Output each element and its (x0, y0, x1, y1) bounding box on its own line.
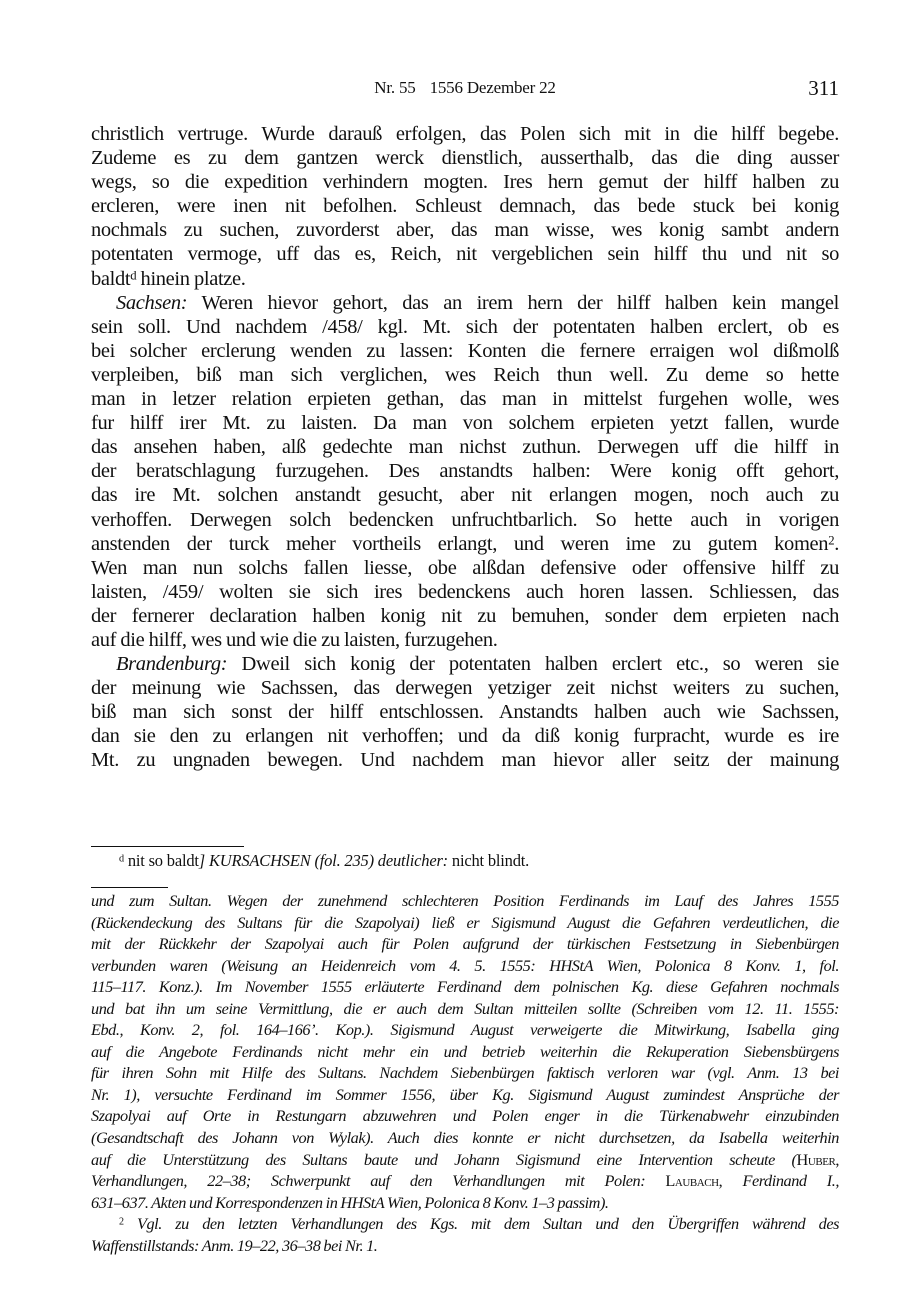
footnote-2-marker: 2 (119, 1216, 124, 1228)
textual-note-d (91, 850, 839, 871)
footnote-fragment: auf die Unterstützung des Sultans baute und Johann Sigismund eine Intervention scheute ( (91, 1149, 797, 1169)
text-line: der beratschlagung furzugehen. Des anstandts halben: Were konig offt gehort, (91, 460, 839, 483)
text-line: Zudeme es zu dem gantzen werck dienstlich, ausserthalb, das die ding ausser (91, 147, 839, 170)
text-fragment: Weren hievor gehort, das an irem hern der hilff halben kein mangel (201, 291, 839, 314)
text-line: das ansehen haben, alß gedechte man nichst zuthun. Derwegen uff die hilff in (91, 436, 839, 459)
footnote-line: 115–117. Konz.). Im November 1555 erläuterte Ferdinand dem polnischen Kg. diese Gefahren nochmals (91, 977, 839, 997)
footnote-line: verbunden waren (Weisung an Heidenreich vom 4. 5. 1555: HHStA Wien, Polonica 8 Konv. 1, fol. (91, 955, 839, 975)
text-line: wegs, so die expedition verhindern mogten. Ires hern gemut der hilff halben zu (91, 171, 839, 194)
text-fragment: hinein platze. (136, 267, 246, 290)
footnote-marker-2[interactable]: 2 (828, 532, 835, 547)
text-line: verpleiben, biß man sich verglichen, wes Reich thun well. Zu deme so hette (91, 363, 839, 386)
text-line: sein soll. Und nachdem /458/ kgl. Mt. sich der potentaten halben erclert, ob es (91, 315, 839, 338)
text-line: nochmals zu suchen, zuvorderst aber, das man wisse, wes konig sambt andern (91, 219, 839, 242)
footnote-line: (Gesandtschaft des Johann von Wylak). Auch dies konnte er nicht durchsetzen, da Isabella weiterhin (91, 1128, 839, 1148)
textual-note-lemma: nit so baldt (123, 851, 199, 870)
footnote-line: und zum Sultan. Wegen der zunehmend schlechteren Position Ferdinands im Lauf des Jahres 1555 (91, 891, 839, 910)
textual-note-marker: d (119, 853, 124, 865)
textual-notes-divider (91, 846, 244, 847)
text-line (91, 532, 839, 556)
text-line: fur hilff irer Mt. zu laisten. Da man von solchem erpieten yetzt fallen, wurde (91, 412, 839, 435)
footnotes-divider (91, 887, 168, 888)
text-line: der meinung wie Sachssen, das derwegen yetziger zeit nichst weiters zu suchen, (91, 677, 839, 700)
main-text (91, 122, 839, 773)
footnote-line (91, 1149, 839, 1171)
text-fragment: anstenden der turck meher vortheils erlangt, und weren ime zu gutem komen (91, 532, 829, 555)
text-line: Wen man nun solchs fallen liesse, obe alßdan defensive oder offensive hilff zu (91, 556, 839, 579)
footnote-fragment: Ferdinand I., (722, 1171, 839, 1191)
text-line (91, 291, 839, 315)
footnote-line: für ihren Sohn mit Hilfe des Sultans. Nachdem Siebenbürgen faktisch verloren war (vgl. Anm. 13 bei (91, 1063, 839, 1083)
footnote-line (91, 1213, 839, 1235)
text-line: laisten, /459/ wolten sie sich ires bedenckens auch horen lassen. Schliessen, das (91, 580, 839, 603)
footnote-fragment: Vgl. zu den letzten Verhandlungen des Kgs. mit dem Sultan und den Übergriffen während des (137, 1214, 839, 1234)
text-line: Mt. zu ungnaden bewegen. Und nachdem man hievor aller seitz der mainung (91, 749, 839, 772)
text-line: bei solcher erclerung wenden zu lassen: Konten die fernere erraigen wol dißmolß (91, 339, 839, 362)
text-line: das ire Mt. solchen anstandt gesucht, aber nit erlangen mogen, noch auch zu (91, 484, 839, 507)
text-line: christlich vertruge. Wurde darauß erfolgen, das Polen sich mit in die hilff begebe. (91, 123, 839, 145)
text-line: dan sie den zu erlangen nit verhoffen; und da diß konig furpracht, wurde es ire (91, 725, 839, 748)
text-line (91, 267, 839, 291)
text-line: man in letzer relation erpieten gethan, das man in mittelst furgehen wolle, wes (91, 388, 839, 411)
textual-note-bracket: ] (198, 851, 206, 870)
text-fragment: baldt (91, 267, 131, 290)
text-line (91, 652, 839, 676)
footnote-line: auf die Angebote Ferdinands nicht mehr ein und betrieb weiterhin die Rekuperation Siebensbürgens (91, 1041, 839, 1061)
text-line: ercleren, were inen nit befolhen. Schleust demnach, das bede stuck bei konig (91, 195, 839, 218)
text-line: potentaten vermoge, uff das es, Reich, nit vergeblichen sein hilff thu und nit so (91, 243, 839, 266)
footnote-line (91, 1170, 839, 1192)
running-header-title (91, 78, 839, 98)
footnote-line: (Rückendeckung des Sultans für die Szapolyai) ließ er Sigismund August die Gefahren verdeutlichen, die (91, 912, 839, 932)
footnote-line: mit der Rückkehr der Szapolyai auch für Polen aufgrund der türkischen Festsetzung in Siebenbürgen (91, 934, 839, 954)
footnotes (91, 890, 839, 1256)
author-huber: Huber, (796, 1149, 839, 1169)
textual-note-source: KURSACHSEN (fol. 235) deutlicher: (205, 851, 448, 870)
footnote-line: Szapolyai auf Orte in Restungarn abzuwehren und Polen enger in die Türkenabwehr einzubinden (91, 1106, 839, 1126)
author-laubach: Laubach, (665, 1171, 723, 1191)
footnote-line: und bat ihn um seine Vermittlung, die er auch dem Sultan mitteilen sollte (Schreiben vom 12. 11. 1555: (91, 998, 839, 1018)
text-line: der fernerer declaration halben konig nit zu bemuhen, sonder dem erpieten nach (91, 604, 839, 627)
footnote-fragment: Verhandlungen, 22–38; Schwerpunkt auf den Verhandlungen mit Polen: (91, 1171, 666, 1191)
speaker-brandenburg: Brandenburg: (116, 653, 228, 676)
document-date: 1556 Dezember 22 (429, 78, 556, 97)
text-line: auf die hilff, wes und wie die zu laisten, furzugehen. (91, 628, 498, 651)
footnote-line: 631–637. Akten und Korrespondenzen in HHStA Wien, Polonica 8 Konv. 1–3 passim). (91, 1192, 609, 1212)
footnote-line: Waffenstillstands: Anm. 19–22, 36–38 bei Nr. 1. (91, 1235, 378, 1255)
text-line: biß man sich sonst der hilff entschlossen. Anstandts halben auch wie Sachssen, (91, 701, 839, 724)
textual-note-marker-d[interactable]: d (130, 267, 137, 282)
page-number: 311 (808, 76, 839, 100)
speaker-sachsen: Sachsen: (116, 291, 188, 314)
document-number: Nr. 55 (374, 78, 416, 97)
text-fragment: . (834, 532, 839, 555)
footnote-line: Ebd., Konv. 2, fol. 164–166’. Kop.). Sigismund August verweigerte die Mitwirkung, Isabella ging (91, 1020, 839, 1040)
footnote-line: Nr. 1), versuchte Ferdinand im Sommer 1556, über Kg. Sigismund August zumindest Ansprüche der (91, 1084, 839, 1104)
text-fragment: Dweil sich konig der potentaten halben erclert etc., so weren sie (241, 653, 839, 676)
running-header (91, 76, 839, 102)
text-line: verhoffen. Derwegen solch bedencken unfruchtbarlich. So hette auch in vorigen (91, 508, 839, 531)
textual-note-reading: nicht blindt. (447, 851, 530, 870)
